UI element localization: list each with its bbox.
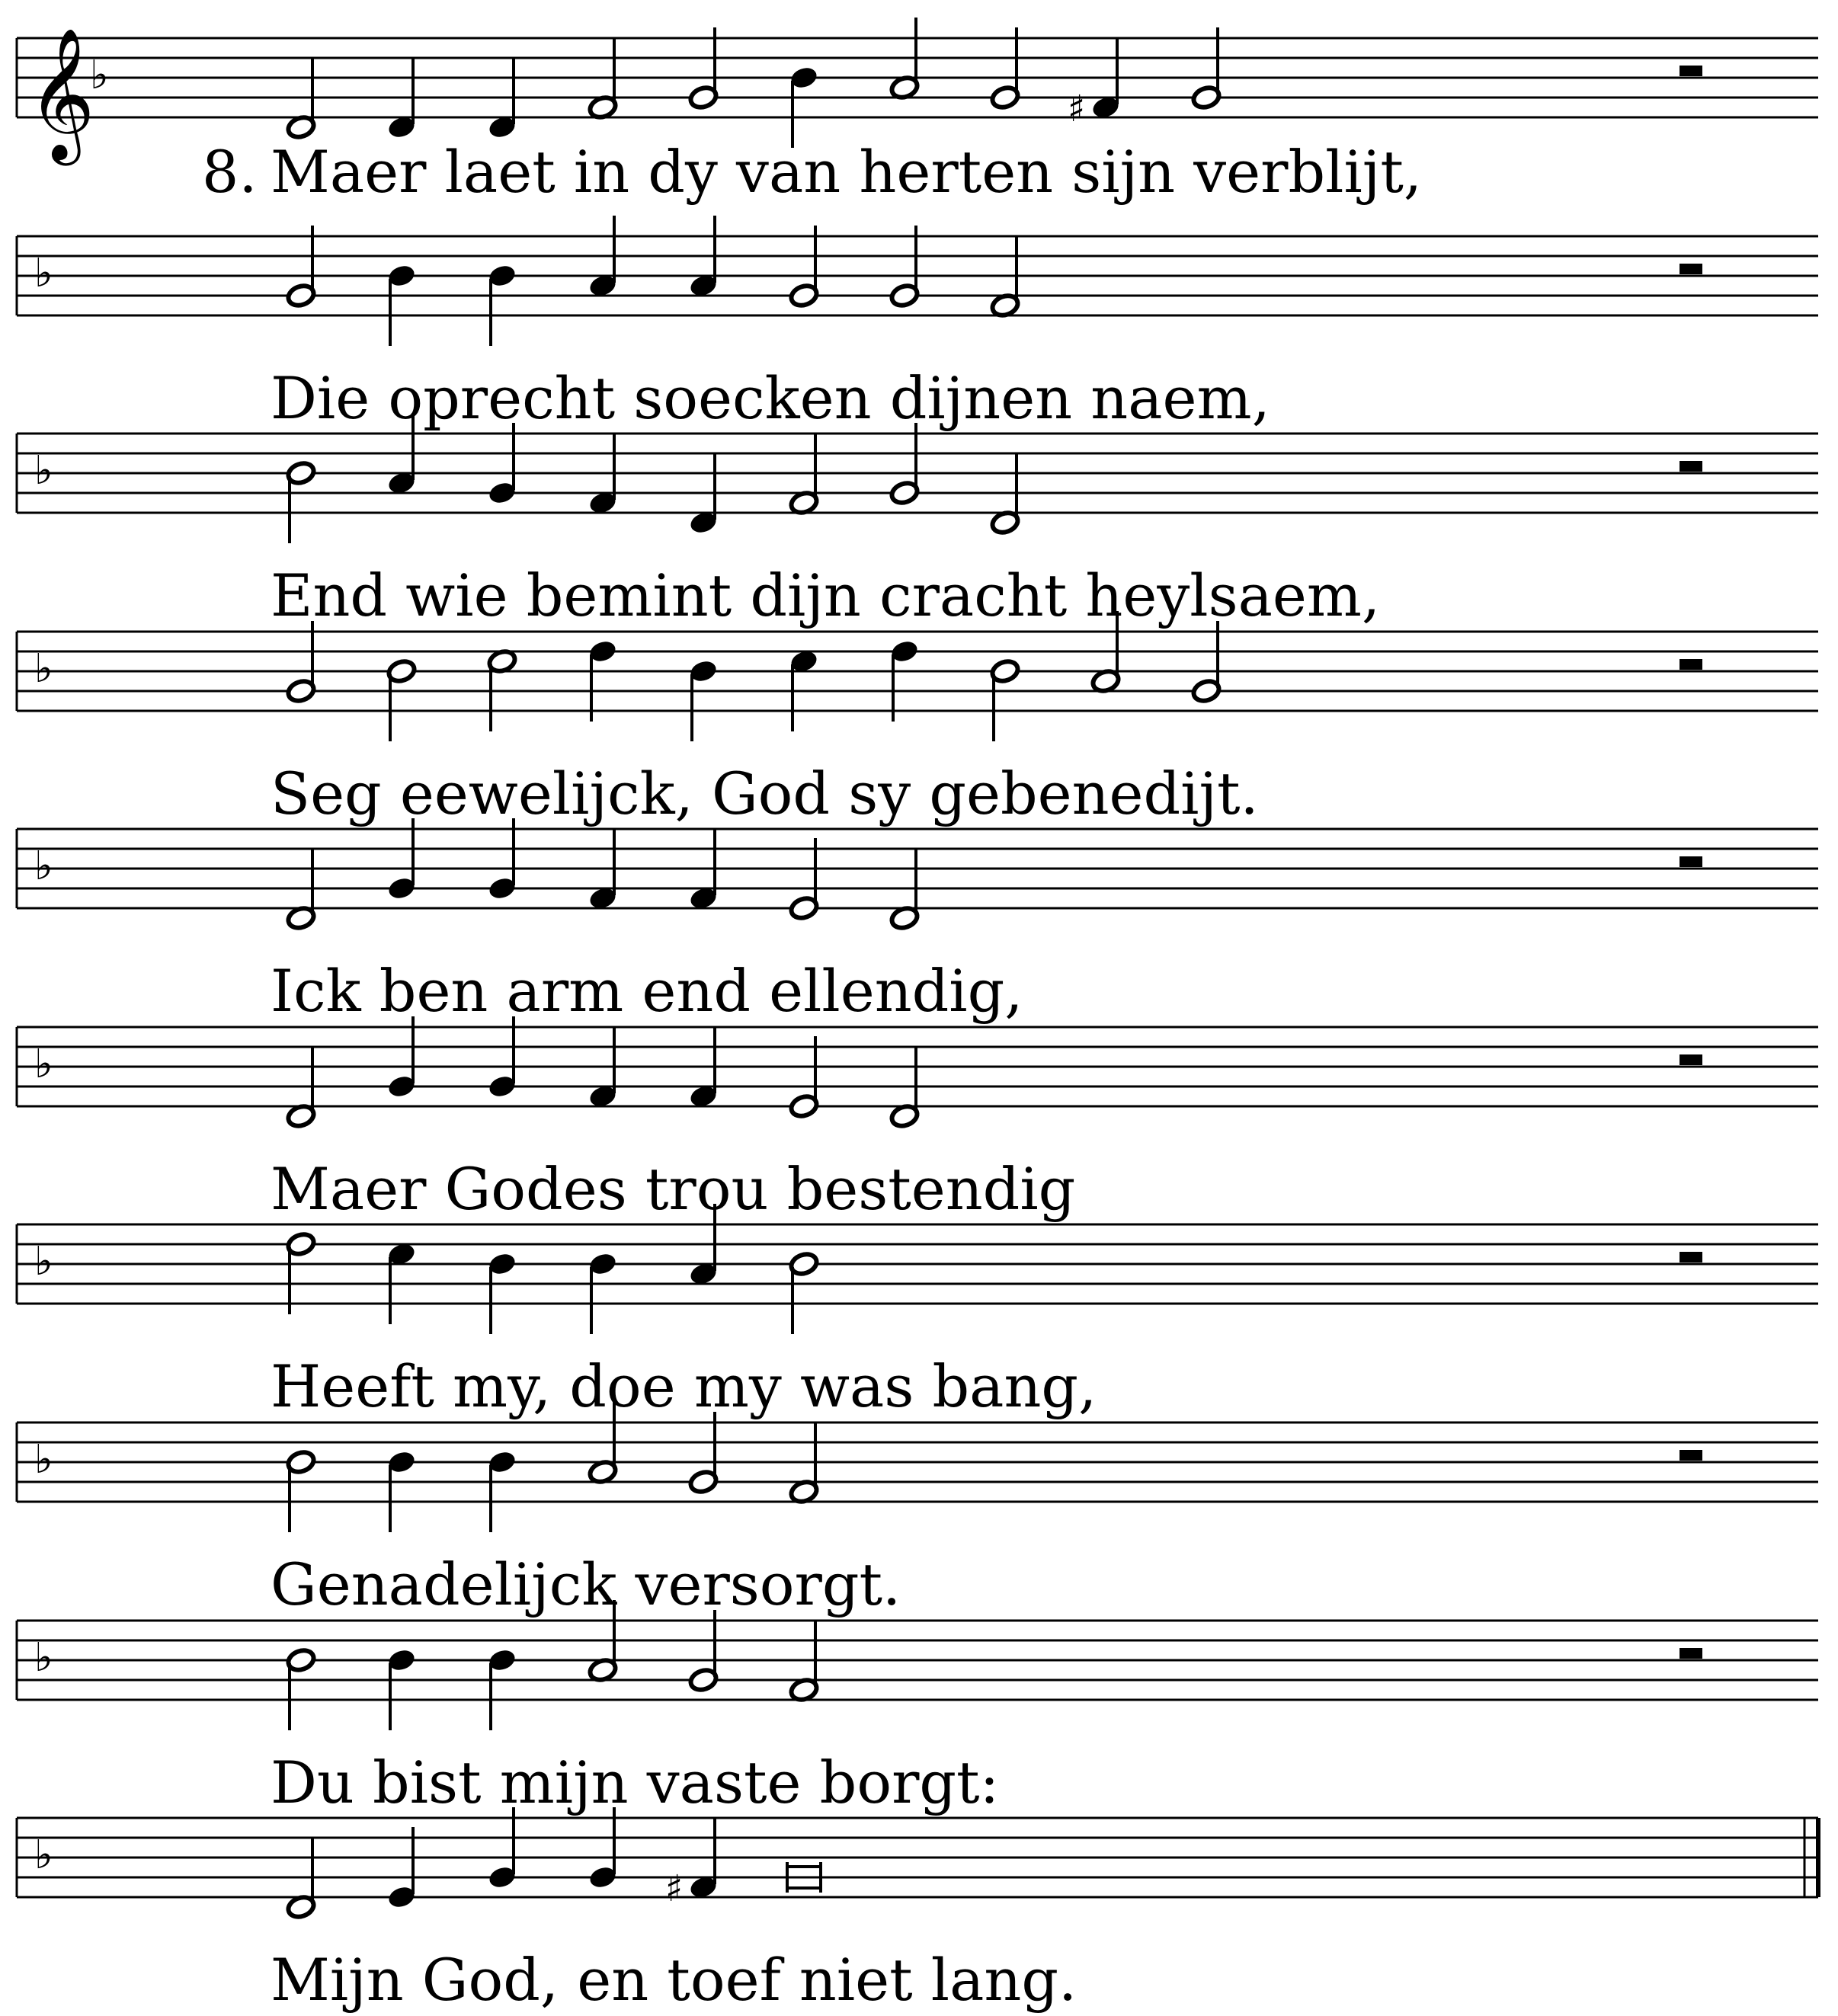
note [286, 1231, 316, 1314]
staff-system [17, 1016, 1818, 1223]
note [386, 818, 417, 901]
lyric-line: Maer Godes trou bestendig [271, 1155, 1076, 1223]
note [286, 1837, 316, 1920]
note [487, 1647, 517, 1730]
note [789, 648, 819, 731]
note [789, 1422, 819, 1505]
rest-icon [1679, 264, 1702, 274]
note [688, 453, 719, 536]
note [889, 1046, 920, 1129]
note [588, 638, 618, 722]
note [588, 828, 618, 911]
lyric-line: Du bist mijn vaste borgt: [271, 1749, 1000, 1816]
note [789, 838, 819, 921]
note [286, 1449, 316, 1532]
note [286, 621, 316, 704]
flat-key-signature-icon: ♭ [34, 448, 53, 494]
note [688, 1026, 719, 1109]
note [386, 1241, 417, 1324]
rest-icon [1679, 659, 1702, 670]
lyric-line: Heeft my, doe my was bang, [271, 1352, 1097, 1420]
lyric-line: Seg eewelijck, God sy gebenedijt. [271, 760, 1259, 827]
flat-key-signature-icon: ♭ [34, 843, 53, 889]
note [588, 433, 618, 516]
staff-system [17, 1807, 1818, 2014]
staff-system [17, 818, 1818, 1025]
note [487, 1449, 517, 1532]
rest-icon [1679, 856, 1702, 867]
note [588, 216, 618, 299]
staff-system [17, 1600, 1818, 1816]
flat-key-signature-icon: ♭ [34, 1437, 53, 1483]
note [487, 263, 517, 346]
note [889, 18, 920, 101]
note [386, 57, 417, 140]
note [286, 57, 316, 140]
rest-icon [1679, 461, 1702, 472]
note [1191, 27, 1222, 110]
flat-key-signature-icon: ♭ [90, 53, 109, 98]
rest-icon [1679, 1450, 1702, 1461]
note [487, 423, 517, 506]
note [688, 828, 719, 911]
note [889, 226, 920, 309]
flat-key-signature-icon: ♭ [34, 1239, 53, 1285]
note [588, 1251, 618, 1334]
stanza-number: 8. [202, 138, 258, 206]
note [386, 1449, 417, 1532]
staff-system [17, 18, 1818, 206]
note [487, 1016, 517, 1099]
note [889, 423, 920, 506]
note [990, 453, 1020, 536]
note [487, 1807, 517, 1890]
flat-key-signature-icon: ♭ [34, 251, 53, 296]
note [789, 433, 819, 516]
note [487, 818, 517, 901]
note [386, 263, 417, 346]
note [688, 1610, 719, 1693]
lyric-line: Mijn God, en toef niet lang. [271, 1946, 1078, 2014]
rest-icon [1679, 1252, 1702, 1262]
note [286, 1647, 316, 1730]
note [286, 848, 316, 931]
note [889, 848, 920, 931]
note [386, 1647, 417, 1730]
treble-clef-icon: 𝄞 [27, 27, 95, 160]
note [386, 1016, 417, 1099]
note [789, 1620, 819, 1703]
flat-key-signature-icon: ♭ [34, 646, 53, 692]
sharp-icon: ♯ [665, 1867, 684, 1910]
note [688, 27, 719, 110]
note [789, 226, 819, 309]
note [889, 638, 920, 722]
note [688, 1412, 719, 1495]
note [688, 216, 719, 299]
note [386, 1827, 417, 1910]
note [588, 1026, 618, 1109]
note [386, 658, 417, 741]
note [487, 1251, 517, 1334]
note [588, 1807, 618, 1890]
note [286, 226, 316, 309]
rest-icon [1679, 1054, 1702, 1065]
note [588, 37, 618, 120]
rest-icon [1679, 66, 1702, 76]
note [789, 1251, 819, 1334]
staff-system [17, 1402, 1818, 1618]
lyric-line: End wie bemint dijn cracht heylsaem, [271, 562, 1381, 629]
flat-key-signature-icon: ♭ [34, 1042, 53, 1087]
staff-system [17, 1204, 1818, 1420]
lyric-line: Maer laet in dy van herten sijn verblijt, [271, 138, 1423, 206]
staff-system [17, 216, 1818, 432]
rest-icon [1679, 1648, 1702, 1659]
sharp-icon: ♯ [1068, 88, 1086, 130]
note [286, 460, 316, 543]
note [487, 57, 517, 140]
flat-key-signature-icon: ♭ [34, 1635, 53, 1681]
flat-key-signature-icon: ♭ [34, 1832, 53, 1878]
note [990, 658, 1020, 741]
note [990, 235, 1020, 318]
staff-system [17, 611, 1818, 827]
lyric-line: Die oprecht soecken dijnen naem, [271, 364, 1270, 432]
lyric-line: Ick ben arm end ellendig, [271, 957, 1023, 1025]
note [286, 1046, 316, 1129]
staff-system [17, 413, 1818, 629]
note [1191, 621, 1222, 704]
note [990, 27, 1020, 110]
lyric-line: Genadelijck versorgt. [271, 1550, 901, 1618]
note [688, 658, 719, 741]
note [789, 65, 819, 148]
note [487, 648, 517, 731]
note [789, 1036, 819, 1119]
